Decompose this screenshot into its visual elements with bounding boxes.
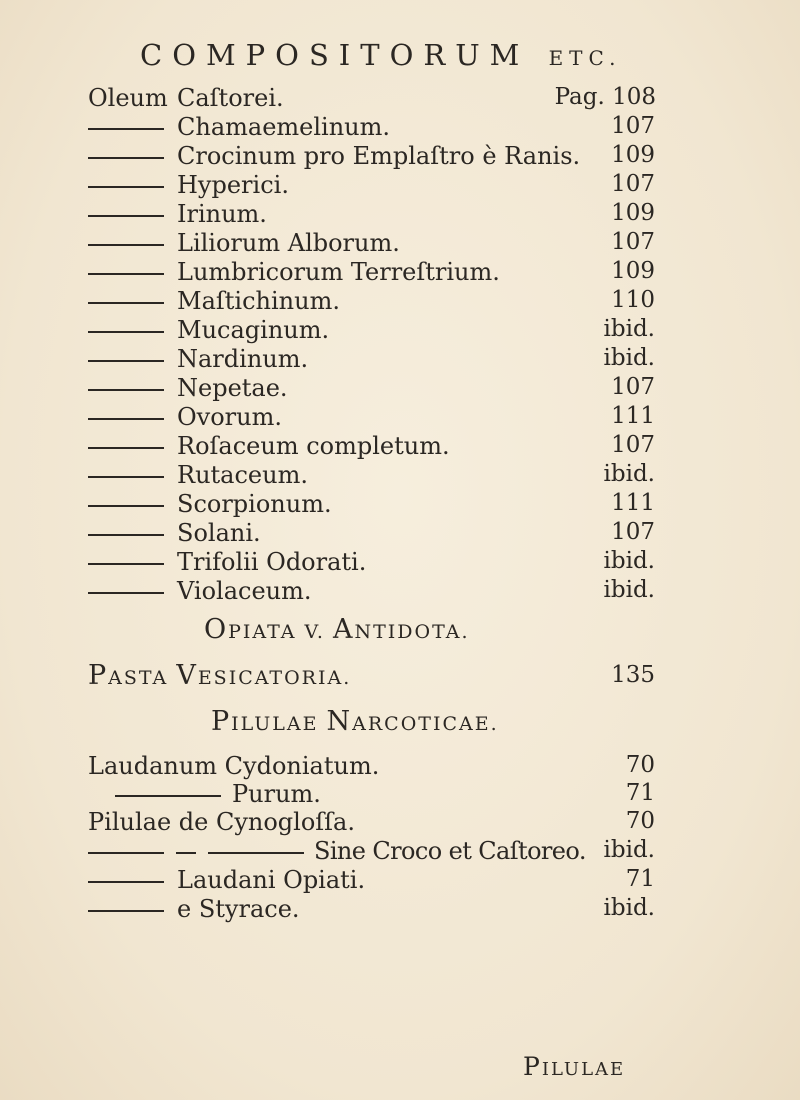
ditto-dash: [88, 852, 164, 854]
entry-name: Violaceum.: [177, 577, 312, 605]
page-reference: 107: [611, 519, 655, 545]
ditto-dash: [88, 128, 164, 130]
entry-name: Lumbricorum Terreſtrium.: [177, 258, 500, 286]
entry-name: Maſtichinum.: [177, 287, 340, 315]
page-reference: ibid.: [603, 548, 655, 574]
running-head-etc: ETC.: [548, 46, 622, 70]
entry-name: Scorpionum.: [177, 490, 332, 518]
page-reference: 71: [625, 866, 655, 892]
ditto-dash: [88, 273, 164, 275]
ditto-dash: [88, 476, 164, 478]
entry-name: Purum.: [232, 780, 321, 808]
page-reference: 70: [625, 808, 655, 834]
ditto-dash: [88, 881, 164, 883]
entry-name: Nardinum.: [177, 345, 309, 373]
page-reference: 107: [611, 171, 655, 197]
ditto-dash: [88, 302, 164, 304]
entry-label: Oleum: [88, 84, 168, 112]
ditto-dash: [88, 592, 164, 594]
page-reference: 109: [611, 142, 655, 168]
ditto-dash: [208, 852, 304, 854]
page-reference: ibid.: [603, 837, 655, 863]
page-reference: 110: [611, 287, 655, 313]
ditto-dash: [88, 910, 164, 912]
page-reference: 109: [611, 200, 655, 226]
page-reference: 107: [611, 113, 655, 139]
ditto-dash: [88, 360, 164, 362]
page-reference: ibid.: [603, 895, 655, 921]
ditto-dash: [88, 418, 164, 420]
ditto-dash: [88, 505, 164, 507]
page-reference: 135: [611, 662, 655, 688]
page-reference: ibid.: [603, 345, 655, 371]
entry-name: Crocinum pro Emplaſtro è Ranis.: [177, 142, 581, 170]
ditto-dash: [115, 795, 221, 797]
ditto-dash: [88, 389, 164, 391]
entry-name: Nepetae.: [177, 374, 288, 402]
entry-name: Pilulae de Cynogloſſa.: [88, 808, 355, 836]
entry-name: Sine Croco et Caſtoreo.: [314, 837, 586, 865]
entry-name: Caſtorei.: [177, 84, 284, 112]
entry-name: e Styrace.: [177, 895, 300, 923]
entry-name: Ovorum.: [177, 403, 282, 431]
page-reference: 111: [611, 490, 655, 516]
page-reference: 111: [611, 403, 655, 429]
entry-name: Irinum.: [177, 200, 267, 228]
running-head-main: COMPOSITORUM: [140, 38, 530, 72]
ditto-dash: [88, 447, 164, 449]
page-reference: 70: [625, 752, 655, 778]
page-reference: 107: [611, 229, 655, 255]
entry-name: Liliorum Alborum.: [177, 229, 400, 257]
section-heading-opiata: OPIATA V. ANTIDOTA.: [204, 614, 470, 645]
catchword: PILULAE: [523, 1052, 626, 1081]
entry-name: Laudani Opiati.: [177, 866, 366, 894]
page-reference: ibid.: [603, 316, 655, 342]
entry-name: Trifolii Odorati.: [177, 548, 367, 576]
page-reference: ibid.: [603, 577, 655, 603]
page-reference: 107: [611, 432, 655, 458]
ditto-dash: [176, 852, 196, 854]
section-heading-pilulae-narcoticae: PILULAE NARCOTICAE.: [211, 706, 499, 737]
section-heading-pasta: PASTA VESICATORIA.: [88, 660, 352, 691]
page-reference: 71: [625, 780, 655, 806]
entry-name: Chamaemelinum.: [177, 113, 391, 141]
ditto-dash: [88, 157, 164, 159]
entry-name: Rutaceum.: [177, 461, 308, 489]
entry-name: Mucaginum.: [177, 316, 330, 344]
entry-name: Solani.: [177, 519, 261, 547]
ditto-dash: [88, 331, 164, 333]
running-head: [140, 38, 621, 72]
ditto-dash: [88, 563, 164, 565]
ditto-dash: [88, 244, 164, 246]
page-reference: ibid.: [603, 461, 655, 487]
ditto-dash: [88, 534, 164, 536]
entry-name: Laudanum Cydoniatum.: [88, 752, 380, 780]
entry-name: Roſaceum completum.: [177, 432, 450, 460]
page-reference: Pag. 108: [554, 84, 656, 110]
page-reference: 109: [611, 258, 655, 284]
page-reference: 107: [611, 374, 655, 400]
ditto-dash: [88, 215, 164, 217]
ditto-dash: [88, 186, 164, 188]
entry-name: Hyperici.: [177, 171, 289, 199]
